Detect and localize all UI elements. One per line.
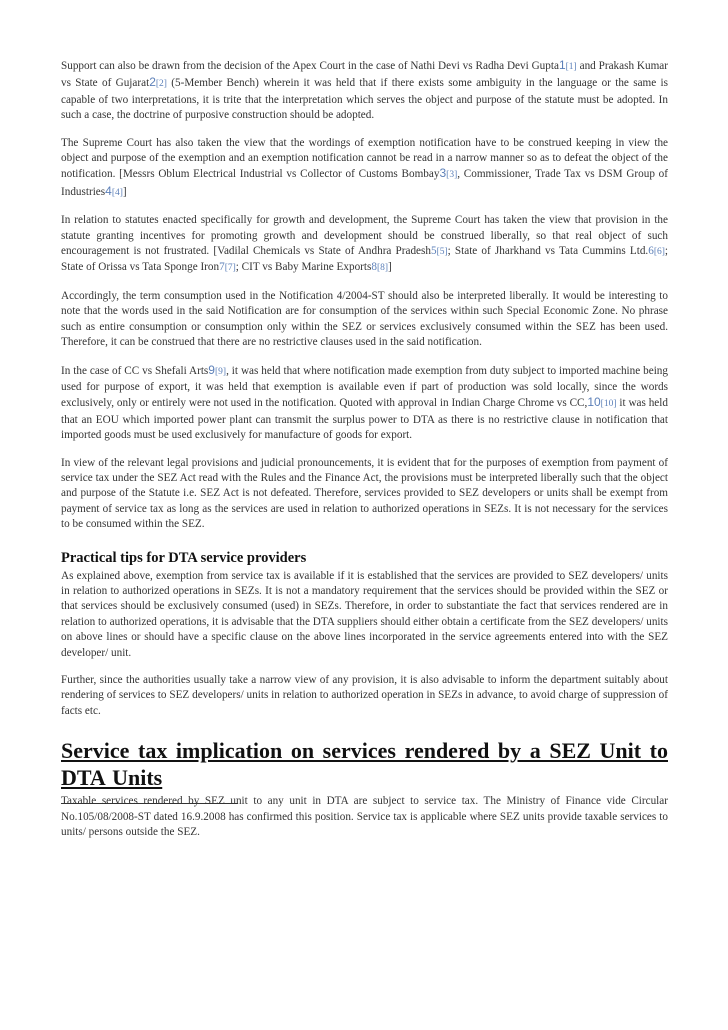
footnote-link-10[interactable]: [10] <box>600 399 617 410</box>
footnote-ref-3[interactable]: 3 <box>439 166 447 181</box>
footnote-ref-1[interactable]: 1 <box>558 58 566 72</box>
footnote-link-4[interactable]: [4] <box>111 187 123 198</box>
paragraph-shefali-arts: In the case of CC vs Shefali Arts9[9], it was held that where notification made exemption from duty subject to imported machine being used for purpose of export, it was held that exemption is available even if part of production was sold locally, since the words exclusively, only or entirely were not used in the notification. Quoted with approval in Indian Charge Chrome vs CC,10[10] it was held that an EOU which imported power plant can transmit the surplus power to DTA as there is no restrictive clause in notification that imported goods must be used exclusively for manufacture of goods for export. <box>61 362 668 442</box>
paragraph-sez-unit-taxable: Taxable services rendered by SEZ unit to any unit in DTA are subject to service tax. The Ministry of Finance vide Circular No.105/08/2008-ST dated 16.9.2008 has confirmed this position. Service tax is applicable where SEZ units provide taxable services to units/ persons outside the SEZ. <box>61 795 668 839</box>
footnote-link-7[interactable]: [7] <box>224 263 236 274</box>
footnote-ref-10[interactable]: 10 <box>587 395 601 410</box>
paragraph-exemption-notification: The Supreme Court has also taken the view that the wordings of exemption notification have to be construed keeping in view the object and purpose of the exemption and an exemption notification cannot be read in a narrow manner so as to defeat the object of the notification. [Messrs Oblum Electrical Industrial vs Collector of Customs Bombay3[3], Commissioner, Trade Tax vs DSM Group of Industries4[4]] <box>61 136 668 198</box>
paragraph-consumption-term: Accordingly, the term consumption used in the Notification 4/2004-ST should also be interpreted liberally. It would be interesting to note that the words used in the said Notification are for consumption of the services within such Special Economic Zone. No phrase such as entire consumption or consumption only within the SEZ or services exclusively consumed within the SEZ has been used. Therefore, it can be construed that there are no restrictive clauses used in the said notification. <box>61 289 668 349</box>
footnote-ref-6[interactable]: 6 <box>648 245 654 258</box>
footnote-ref-4[interactable]: 4 <box>105 183 112 198</box>
footnote-link-3[interactable]: [3] <box>446 170 458 181</box>
heading-practical-tips: Practical tips for DTA service providers <box>61 549 307 566</box>
footnote-link-1[interactable]: [1] <box>565 62 577 72</box>
footnote-ref-5[interactable]: 5 <box>430 245 437 258</box>
footnote-link-6[interactable]: [6] <box>653 247 665 258</box>
paragraph-practical-tips: As explained above, exemption from service tax is available if it is established that the services are provided to SEZ developers/ units in relation to authorized operations in SEZs. It is not a mandatory requirement that the services should be provided within the SEZ or that services should be exclusively consumed (used) in SEZs. Therefore, in order to substantiate the fact that services rendered are in relation to authorized operations, it is advisable that the DTA suppliers should either obtain a certificate from the SEZ developers/ units on above lines or should have a specific clause on the above lines incorporated in the service agreements entered into with the SEZ developer/ unit. <box>61 569 668 659</box>
document-body <box>61 58 668 852</box>
paragraph-narrow-view: Further, since the authorities usually take a narrow view of any provision, it is also advisable to inform the department suitably about rendering of services to SEZ developers/ units in relation to authorized operation in SEZs in advance, to avoid charge of suppression of facts etc. <box>61 674 668 717</box>
paragraph-growth-statutes: In relation to statutes enacted specifically for growth and development, the Supreme Court has taken the view that provision in the statute granting incentives for promoting growth and development should be construed liberally, so that real object of such encouragement is not frustrated. [Vadilal Chemicals vs State of Andhra Pradesh5[5]; State of Jharkhand vs Tata Cummins Ltd.6[6]; State of Orissa vs Tata Sponge Iron7[7]; CIT vs Baby Marine Exports8[8]] <box>61 214 668 274</box>
footnote-link-9[interactable]: [9] <box>214 366 227 377</box>
footnote-link-8[interactable]: [8] <box>376 263 389 274</box>
footnote-ref-9[interactable]: 9 <box>208 362 215 377</box>
footnote-link-5[interactable]: [5] <box>436 247 448 258</box>
heading-service-tax-implication: Service tax implication on services rendered by a SEZ Unit to DTA Units <box>61 738 668 791</box>
footnote-separator <box>61 803 238 804</box>
footnote-ref-8[interactable]: 8 <box>371 261 377 274</box>
footnote-ref-7[interactable]: 7 <box>219 261 225 274</box>
footnote-ref-2[interactable]: 2 <box>149 75 156 90</box>
footnote-link-2[interactable]: [2] <box>155 79 167 90</box>
paragraph-conclusion: In view of the relevant legal provisions and judicial pronouncements, it is evident that for the purposes of exemption from payment of service tax under the SEZ Act read with the Rules and the Finance Act, the provisions must be interpreted liberally such that the object and purpose of the Statute i.e. SEZ Act is not defeated. Therefore, services provided to SEZ developers or units shall be exempt from payment of service tax as long as the services are used in relation to authorized operations in SEZs. It is not necessary for the services to be consumed within the SEZ. <box>61 456 668 531</box>
paragraph-apex-court: Support can also be drawn from the decision of the Apex Court in the case of Nathi Devi vs Radha Devi Gupta1[1] and Prakash Kumar vs State of Gujarat2[2] (5-Member Bench) wherein it was held that if there exists some ambiguity in the language or the same is capable of two interpretations, it is trite that the interpretation which serves the object and purpose of the statute must be adopted. In such a case, the doctrine of purposive construction should be adopted. <box>61 58 669 122</box>
